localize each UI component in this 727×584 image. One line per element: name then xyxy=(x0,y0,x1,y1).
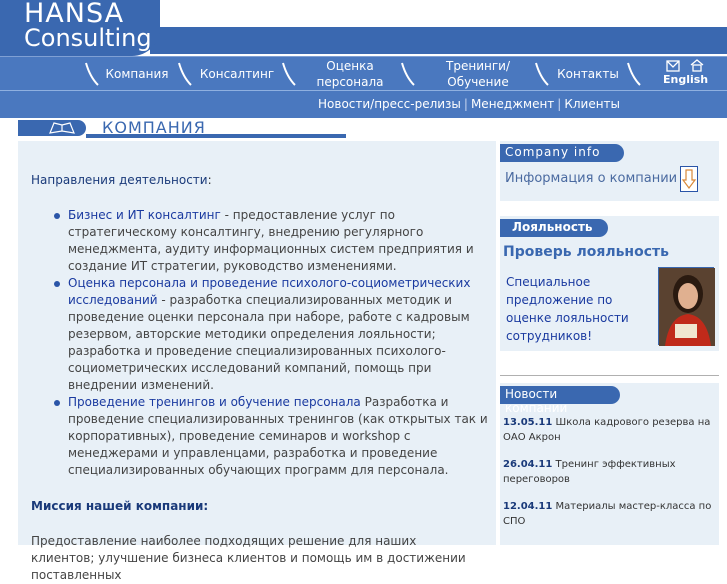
nav-divider-icon xyxy=(534,61,550,87)
main-nav xyxy=(0,56,727,90)
sub-nav-clients[interactable]: Клиенты xyxy=(564,97,621,111)
company-info-title: Company info xyxy=(500,144,624,162)
sub-nav xyxy=(0,90,727,118)
news-text: Тренинг эффективных переговоров xyxy=(503,459,676,485)
activities-heading-colon: : xyxy=(207,173,212,187)
nav-utility-icons xyxy=(660,57,712,91)
section-title: КОМПАНИЯ xyxy=(102,118,206,137)
english-link[interactable]: English xyxy=(663,73,709,86)
activity-link-consulting[interactable]: Бизнес и ИТ консалтинг xyxy=(68,208,221,222)
activity-description: Разработка и проведение специализированных тренингов (как открытых так и корпоративных), проведение семинаров и workshop с менеджерами и управленцами, разработка и проведение специализированных обучающих программ для персонала. xyxy=(68,395,488,477)
bullet-icon xyxy=(54,400,60,406)
nav-divider-icon xyxy=(400,61,416,87)
list-item xyxy=(54,394,496,479)
company-info-link[interactable]: Информация о компании xyxy=(505,171,678,186)
bullet-icon xyxy=(54,213,60,219)
sub-nav-news[interactable]: Новости/пресс-релизы xyxy=(318,97,461,111)
open-book-icon xyxy=(48,121,76,135)
header-stripe xyxy=(150,27,727,54)
arrow-down-icon xyxy=(681,167,697,191)
activity-description: - предоставление услуг по стратегическому консалтингу, внедрению регулярного менеджмента, аудиту информационных систем предприятия и создание ИТ стратегии, руководство изменениями. xyxy=(68,208,474,273)
nav-item-contacts[interactable]: Контакты xyxy=(557,67,619,81)
news-title: Новости компании xyxy=(500,386,620,404)
list-item xyxy=(54,275,496,394)
nav-divider-icon xyxy=(177,61,193,87)
logo[interactable] xyxy=(0,0,160,56)
mission-heading: Миссия нашей компании: xyxy=(31,499,209,513)
nav-divider-icon xyxy=(84,61,100,87)
mission-text: Предоставление наиболее подходящих решение для наших клиентов; улучшение бизнеса клиентов и помощь им в достижении поставленных xyxy=(31,534,466,582)
header xyxy=(0,0,727,56)
nav-divider-icon xyxy=(626,61,642,87)
news-date: 26.04.11 xyxy=(503,459,553,470)
section-header-tab xyxy=(18,120,86,136)
nav-item-assessment[interactable]: Оценка персонала xyxy=(316,59,384,89)
news-item[interactable] xyxy=(503,415,715,445)
nav-item-trainings[interactable]: Тренинги/Обучение xyxy=(446,59,510,89)
mail-icon[interactable] xyxy=(666,60,680,72)
news-box xyxy=(500,383,719,545)
sidebar-divider xyxy=(500,375,719,376)
news-text: Материалы мастер-класса по СПО xyxy=(503,501,712,527)
woman-photo-icon xyxy=(659,268,715,346)
loyalty-subtitle[interactable]: Проверь лояльность xyxy=(503,244,669,260)
sub-nav-management[interactable]: Менеджмент xyxy=(470,97,555,111)
loyalty-offer-link[interactable]: Специальное предложение по оценке лояльности сотрудников! xyxy=(506,275,629,343)
main-content xyxy=(18,141,496,582)
activities-list xyxy=(54,207,496,479)
list-item xyxy=(54,207,496,275)
loyalty-title: Лояльность xyxy=(500,219,608,237)
sub-nav-links xyxy=(318,97,620,111)
section-header xyxy=(18,118,328,140)
news-date: 13.05.11 xyxy=(503,417,553,428)
home-icon[interactable] xyxy=(690,59,704,72)
sub-nav-separator: | xyxy=(463,97,468,111)
nav-divider-icon xyxy=(281,61,297,87)
news-item[interactable] xyxy=(503,457,715,487)
activity-link-trainings[interactable]: Проведение тренингов и обучение персонала xyxy=(68,395,361,409)
bullet-icon xyxy=(54,281,60,287)
news-text: Школа кадрового резерва на ОАО Акрон xyxy=(503,417,711,443)
logo-line2: Consulting xyxy=(24,24,152,52)
news-date: 12.04.11 xyxy=(503,501,553,512)
nav-item-consulting[interactable]: Консалтинг xyxy=(199,67,275,81)
activities-heading xyxy=(31,173,496,187)
loyalty-photo[interactable] xyxy=(658,267,714,345)
logo-line1: HANSA xyxy=(24,0,125,29)
nav-item-company[interactable]: Компания xyxy=(105,67,169,81)
download-arrow-button[interactable] xyxy=(680,166,698,192)
activity-description: - разработка специализированных методик и проведение оценки персонала при наборе, работе с кадровым резервом, авторские методики определения лояльности; разработка и проведение специализированных психолого-социометрических исследований компаний, помощь при внедрении изменений. xyxy=(68,293,470,392)
activities-heading-text: Направления деятельности xyxy=(31,173,208,187)
loyalty-box xyxy=(500,216,719,351)
sub-nav-separator: | xyxy=(557,97,562,111)
news-item[interactable] xyxy=(503,499,715,529)
company-info-box xyxy=(500,141,719,201)
activity-link-assessment[interactable]: Оценка персонала и проведение психолого-социометрических исследований xyxy=(68,276,471,307)
